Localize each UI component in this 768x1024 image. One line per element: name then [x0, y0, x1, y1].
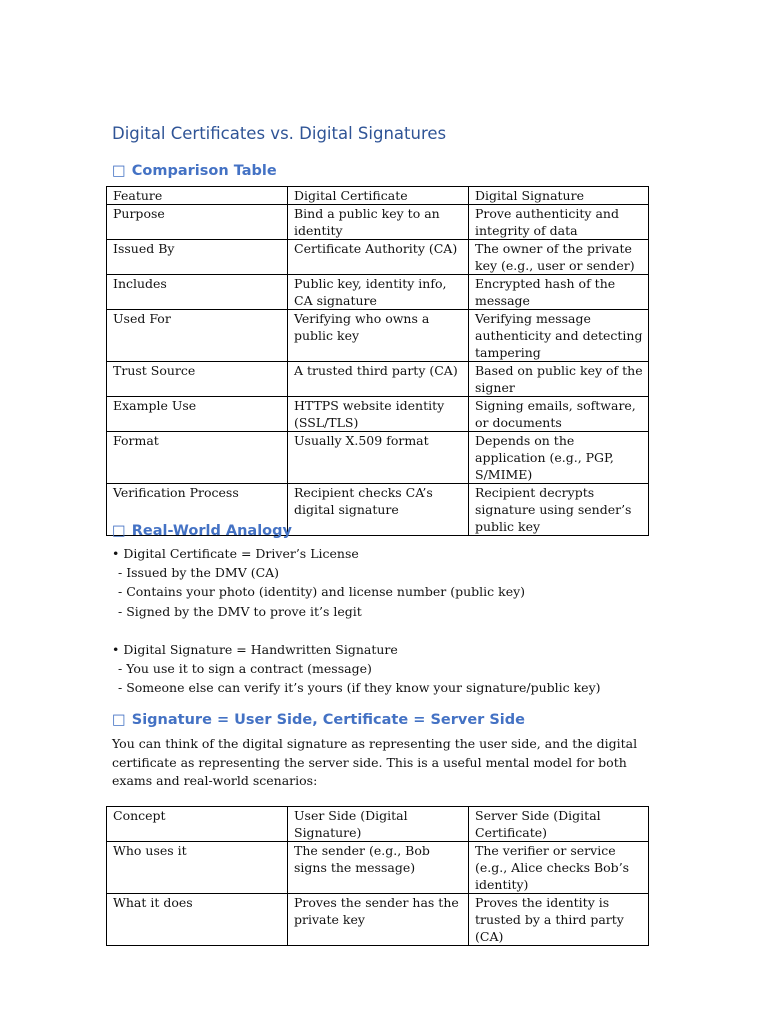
table-cell: Format [107, 432, 288, 484]
table-cell: Encrypted hash of the message [469, 275, 649, 310]
table-header-row [107, 807, 649, 842]
list-subitem: - Signed by the DMV to prove it’s legit [118, 603, 362, 619]
table-cell: Recipient checks CA’s digital signature [288, 484, 469, 536]
analogy-list-signature [112, 640, 601, 698]
table-cell: Issued By [107, 240, 288, 275]
table-cell: Proves the identity is trusted by a third party (CA) [469, 894, 649, 946]
table-cell: Certificate Authority (CA) [288, 240, 469, 275]
table-cell: Usually X.509 format [288, 432, 469, 484]
table-row [107, 842, 649, 894]
list-item: • Digital Signature = Handwritten Signature [112, 642, 398, 657]
list-item: • Digital Certificate = Driver’s License [112, 546, 359, 561]
list-subitem: - Issued by the DMV (CA) [118, 565, 280, 581]
sides-paragraph: You can think of the digital signature as representing the user side, and the digital certificate as representing the server side. This is a useful mental model for both exams and real-world scenarios: [112, 736, 638, 788]
header-cell: Feature [107, 187, 288, 205]
table-row [107, 310, 649, 362]
missing-glyph-icon: □ [112, 523, 126, 539]
table-cell: Who uses it [107, 842, 288, 894]
header-cell: Digital Certificate [288, 187, 469, 205]
table-cell: The owner of the private key (e.g., user or sender) [469, 240, 649, 275]
table-cell: The sender (e.g., Bob signs the message) [288, 842, 469, 894]
table-row [107, 275, 649, 310]
table-cell: Trust Source [107, 362, 288, 397]
list-subitem: - Someone else can verify it’s yours (if they know your signature/public key) [118, 680, 601, 696]
table-cell: What it does [107, 894, 288, 946]
header-cell: Digital Signature [469, 187, 649, 205]
table-row [107, 397, 649, 432]
comparison-heading [112, 163, 277, 179]
table-cell: A trusted third party (CA) [288, 362, 469, 397]
table-cell: HTTPS website identity (SSL/TLS) [288, 397, 469, 432]
table-cell: Bind a public key to an identity [288, 205, 469, 240]
list-subitem: - You use it to sign a contract (message) [118, 661, 372, 677]
table-cell: Includes [107, 275, 288, 310]
sides-table [106, 806, 649, 946]
table-cell: Verifying message authenticity and detecting tampering [469, 310, 649, 362]
header-cell: Server Side (Digital Certificate) [469, 807, 649, 842]
analogy-heading-text: Real-World Analogy [131, 523, 292, 539]
comparison-heading-text: Comparison Table [131, 163, 277, 179]
table-cell: Example Use [107, 397, 288, 432]
table-header-row [107, 187, 649, 205]
comparison-table [106, 186, 649, 536]
missing-glyph-icon: □ [112, 163, 126, 179]
table-cell: Purpose [107, 205, 288, 240]
table-cell: The verifier or service (e.g., Alice checks Bob’s identity) [469, 842, 649, 894]
table-cell: Verifying who owns a public key [288, 310, 469, 362]
table-cell: Recipient decrypts signature using sender’s public key [469, 484, 649, 536]
document-title: Digital Certificates vs. Digital Signatures [112, 124, 447, 143]
table-cell: Public key, identity info, CA signature [288, 275, 469, 310]
table-cell: Proves the sender has the private key [288, 894, 469, 946]
header-cell: Concept [107, 807, 288, 842]
table-row [107, 205, 649, 240]
table-cell: Used For [107, 310, 288, 362]
header-cell: User Side (Digital Signature) [288, 807, 469, 842]
sides-heading [112, 712, 525, 728]
table-row [107, 362, 649, 397]
table-cell: Signing emails, software, or documents [469, 397, 649, 432]
table-row [107, 432, 649, 484]
table-row [107, 240, 649, 275]
missing-glyph-icon: □ [112, 712, 126, 728]
table-cell: Based on public key of the signer [469, 362, 649, 397]
table-row [107, 894, 649, 946]
analogy-list-certificate [112, 544, 525, 621]
table-cell: Prove authenticity and integrity of data [469, 205, 649, 240]
analogy-heading [112, 523, 292, 539]
table-cell: Verification Process [107, 484, 288, 536]
sides-heading-text: Signature = User Side, Certificate = Server Side [131, 712, 525, 728]
table-cell: Depends on the application (e.g., PGP, S/MIME) [469, 432, 649, 484]
list-subitem: - Contains your photo (identity) and license number (public key) [118, 584, 526, 600]
